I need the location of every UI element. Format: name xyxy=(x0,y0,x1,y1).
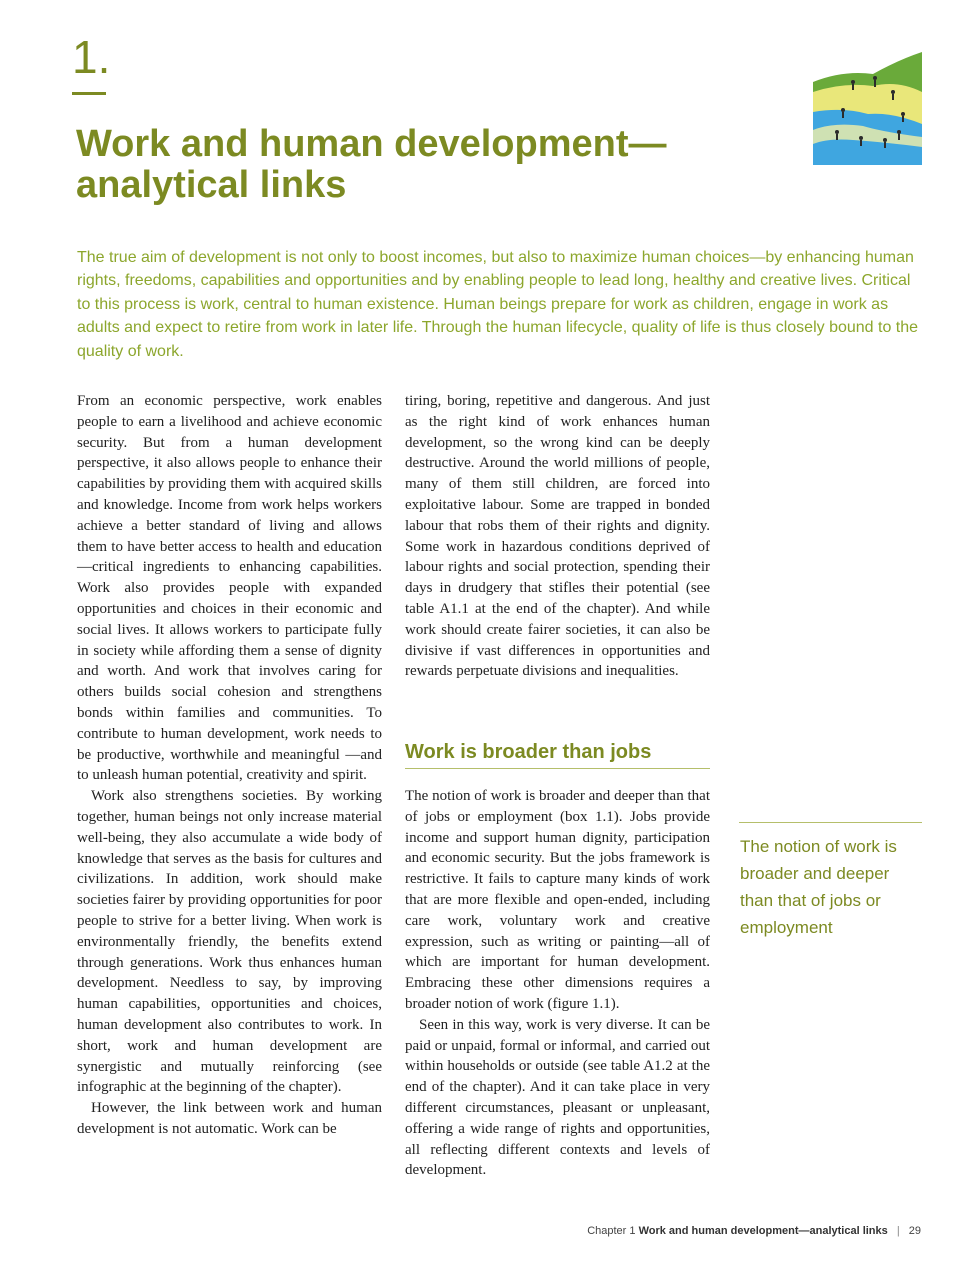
chapter-title xyxy=(76,124,716,206)
body-column-2 xyxy=(405,391,710,682)
body-paragraph-3-continued: tiring, boring, repetitive and dangerous. And just as the right kind of work enhances human development, so the wrong kind can be deeply destructive. Around the world millions of people, many of them still children, are forced into exploitative labour. Some are trapped in bonded labour that robs them of their rights and dignity. Some work in hazardous conditions deprived of labour rights and social protection, spending their days in drudgery that stifles their potential (see table A1.1 at the end of the chapter). And while work should create fairer societies, it can also be divisive if vast differences in opportunities and rewards perpetuate divisions and inequalities. xyxy=(405,393,710,680)
section-heading-rule xyxy=(405,768,710,769)
body-paragraph-3-start: However, the link between work and human development is not automatic. Work can be xyxy=(77,1100,382,1137)
page-number: 29 xyxy=(908,1225,921,1237)
footer-separator: | xyxy=(896,1225,900,1237)
chapter-figures-landscape-icon xyxy=(813,52,922,165)
chapter-title-line1: Work and human development— xyxy=(76,123,667,165)
pull-quote-rule xyxy=(739,822,922,823)
footer-chapter-label: Chapter 1 xyxy=(587,1225,636,1237)
chapter-number-rule xyxy=(72,92,106,95)
footer-chapter-title: Work and human development—analytical links xyxy=(638,1225,888,1237)
section-heading: Work is broader than jobs xyxy=(405,741,652,763)
section-body xyxy=(405,786,710,1181)
page-footer xyxy=(587,1225,921,1237)
body-paragraph-1: From an economic perspective, work enables people to earn a livelihood and achieve economic security. But from a human development perspective, it also allows people to enhance their capabilities by providing them with acquired skills and knowledge. Income from work helps workers achieve a better standard of living and allows them to have better access to health and education—critical ingredients to enhancing capabilities. Work also provides people with expanded opportunities and choices in their economic and social lives. It allows workers to participate fully in society while affording them a sense of dignity and worth. And work that involves caring for others builds social cohesion and strengthens bonds within families and communities. To contribute to human development, work needs to be productive, worthwhile and meaningful —and to unleash human potential, creativity and spirit. xyxy=(77,393,382,784)
section-paragraph-1: The notion of work is broader and deeper than that of jobs or employment (box 1.1). Jobs provide income and support human dignity, participation and economic security. But the jobs framework is restrictive. It fails to capture many kinds of work that are more flexible and open-ended, including care work, voluntary work and creative expression, such as writing or painting—all of which are important for human development. Embracing these other dimensions requires a broader notion of work (figure 1.1). xyxy=(405,788,710,1012)
body-column-1 xyxy=(77,391,382,1140)
body-paragraph-2: Work also strengthens societies. By working together, human beings not only increase material well-being, they also accumulate a wide body of knowledge that serves as the basis for cultures and civilizations. In addition, work should make societies fairer by providing opportunities for poor people to strive for a better living. When work is environmentally friendly, the benefits extend through generations. Work thus enhances human development. Needless to say, by improving human capabilities, opportunities and choices, human development also contributes to work. In short, work and human development are synergistic and mutually reinforcing (see infographic at the beginning of the chapter). xyxy=(77,788,382,1096)
chapter-title-line2: analytical links xyxy=(76,164,347,206)
pull-quote: The notion of work is broader and deeper than that of jobs or employment xyxy=(740,837,897,937)
chapter-number: 1. xyxy=(72,31,111,83)
lead-paragraph: The true aim of development is not only to boost incomes, but also to maximize human choices—by enhancing human rights, freedoms, capabilities and opportunities and by enabling people to lead long, healthy and creative lives. Critical to this process is work, central to human existence. Human beings prepare for work as children, engage in work as adults and expect to retire from work in later life. Through the human lifecycle, quality of life is thus closely bound to the quality of work. xyxy=(77,249,919,360)
section-paragraph-2: Seen in this way, work is very diverse. It can be paid or unpaid, formal or informal, and carried out within households or outside (see table A1.2 at the end of the chapter). And it can take place in very different circumstances, pleasant or unpleasant, offering a wide range of rights and opportunities, all reflecting different contexts and levels of development. xyxy=(405,1016,710,1179)
